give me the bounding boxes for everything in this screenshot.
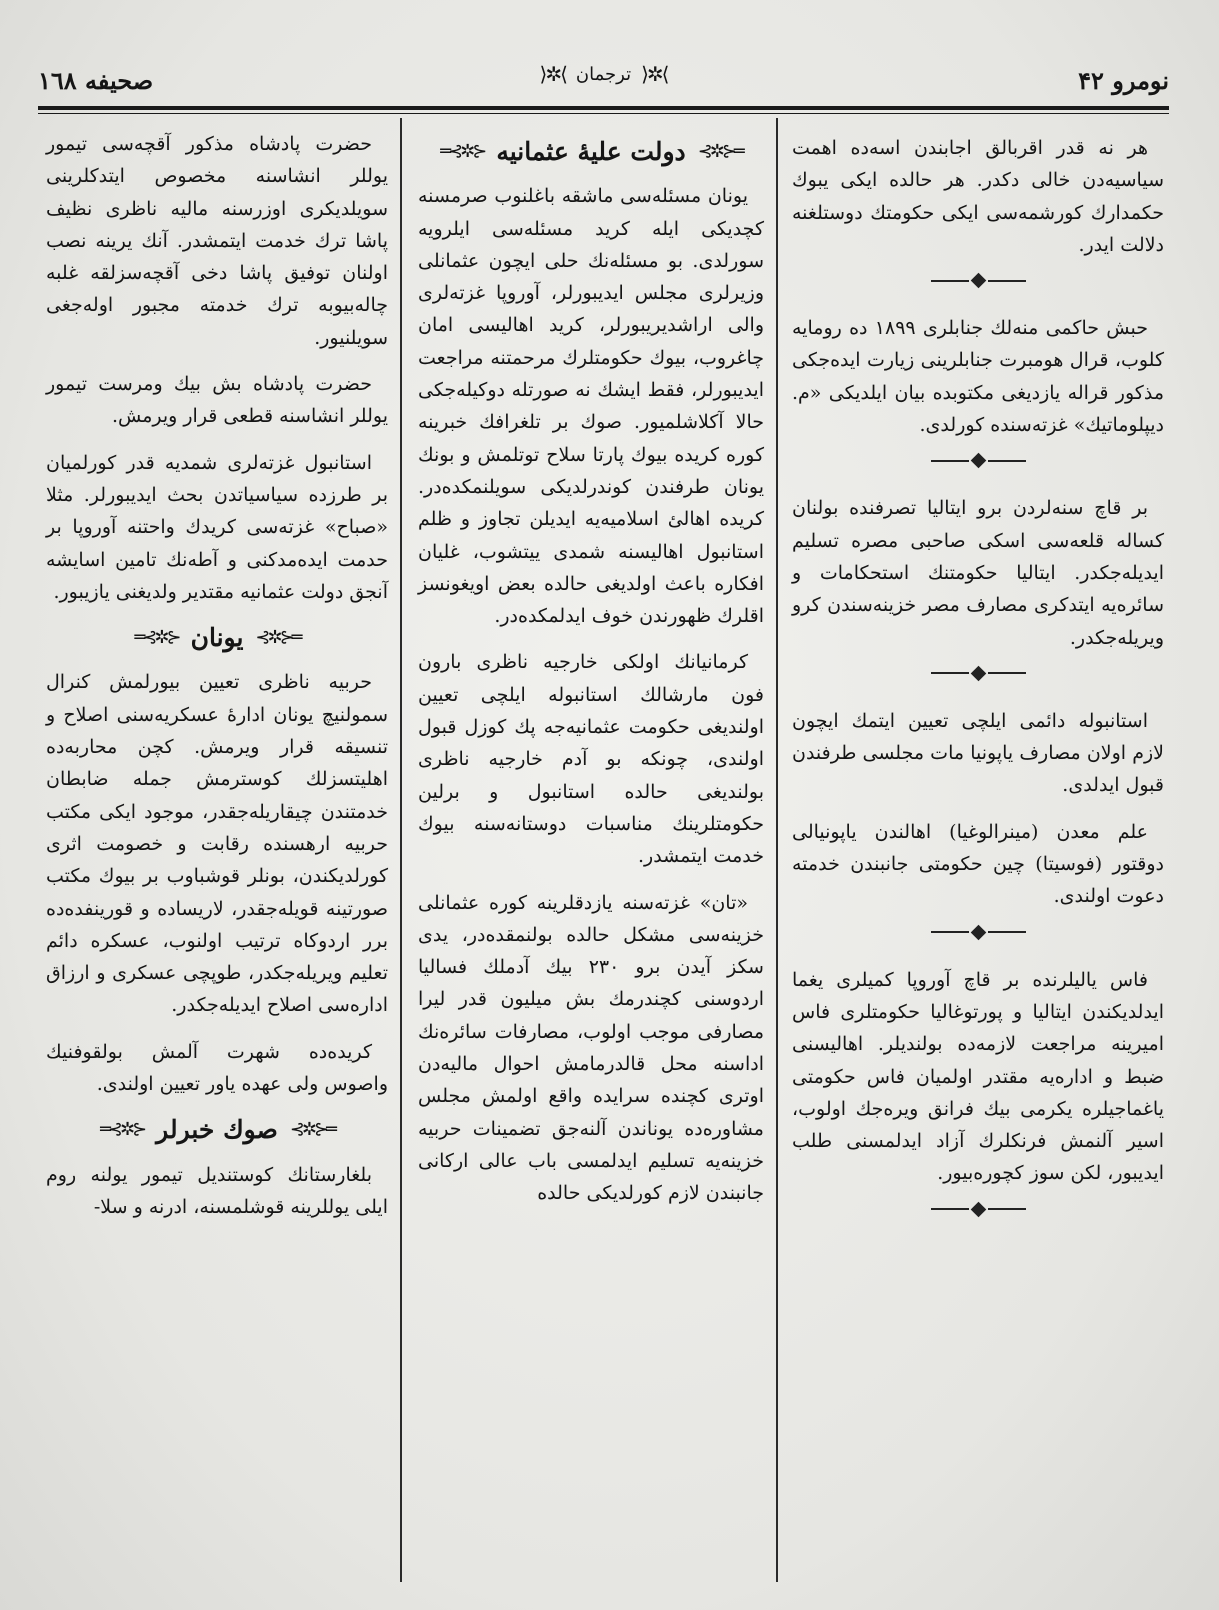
section-heading [46, 622, 388, 654]
paragraph: كرمانيانك اولكى خارجيه ناظرى بارون فون مارشالك استانبوله ايلچى تعيين اولنديغى حكومت عثمانيه‌جه پك كوزل قبول اولندى، چونكه بو آدم خارجيه ناظرى بولنديغى حالده استانبول و برلين حكومتلرينك مناسبات دوستانه‌سنه بيوك خدمت ايتمشدر. [418, 651, 764, 868]
section-title: صوك خبرلر [156, 1115, 278, 1145]
column-right [786, 124, 1172, 1582]
column-middle [410, 124, 772, 1582]
paragraph: بلغارستانك كوستنديل تيمور يولنه روم ايلى يوللرينه قوشلمسنه، ادرنه و سلا- [46, 1163, 388, 1218]
diamond-icon [970, 924, 986, 940]
diamond-icon [970, 453, 986, 469]
ornament-icon: ═⊰✲⊱ [289, 1119, 334, 1141]
paragraph: فاس ياليلرنده بر قاچ آوروپا كميلرى يغما ايدلديكندن ايتاليا و پورتوغاليا حكومتلرى فاس اميرينه مراجعت لازمه‌ده بولنديلر. اهاليسنى ضبط و اداره‌يه مقتدر اولميان فاس حكومتى ياغماجيلره يكرمى بيك فرانق ويره‌جك اولوب، اسير آلنمش فرنكلرك آزاد ايدلمسنى طلب ايديبور، لكن سوز كچوره‌بيور. [792, 968, 1164, 1185]
section-divider [792, 1204, 1164, 1215]
section-divider [792, 668, 1164, 679]
header-rule-thin [38, 113, 1169, 114]
section-title: دولت عليهٔ عثمانيه [496, 137, 686, 166]
page-number: صحيفه ۱٦۸ [38, 66, 154, 95]
paragraph: كريده‌ده شهرت آلمش بولقوفنيك واصوس ولى عهده ياور تعيين اولندى. [46, 1040, 388, 1096]
column-divider [400, 118, 402, 1582]
paragraph: علم معدن (مينرالوغيا) اهالندن ياپونيالى دوقتور (فوسيتا) چين حكومتى جانبندن خدمته دعوت اولندى. [792, 820, 1164, 908]
issue-number: نومرو ۴۲ [1078, 66, 1169, 95]
diamond-icon [970, 273, 986, 289]
ornament-icon: ═⊰✲⊱ [697, 141, 742, 162]
paragraph: حبش حاكمى منه‌لك جنابلرى ۱۸۹۹ ده رومايه كلوب، قرال هومبرت جنابلرينى زيارت ايده‌جكى مذكور قراله يازديغى مكتوبده بيان ايلديكى «م. ديپلوماتيك» غزته‌سنده كورلدى. [792, 317, 1164, 437]
header-rule [38, 106, 1169, 110]
section-divider [792, 275, 1164, 286]
ornament-icon: ⊰✲⊱═ [440, 141, 485, 162]
ornament-icon: ⟩✲⟨ [539, 62, 566, 86]
paragraph: حضرت پادشاه بش بيك ومرست تيمور يوللر انشاسنه قطعى قرار ويرمش. [46, 373, 388, 428]
paragraph: استانبول غزته‌لرى شمديه قدر كورلميان بر طرزده سياسياتدن بحث ايديبورلر. مثلا «صباح» غزته‌سى كريدك واحتنه آوروپا بر حدمت ايده‌مدكنى و آطه‌نك تامين اسايشه آنجق دولت عثمانيه مقتدير ولديغنى يازيبور. [46, 451, 388, 603]
ornament-icon: ⊰✲⊱═ [134, 627, 179, 649]
paragraph: بر قاچ سنه‌لردن برو ايتاليا تصرفنده بولنان كساله قلعه‌سى اسكى صاحبى مصره تسليم ايديله‌جكدر. ايتاليا حكومتنك استحكامات و سائره‌يه ايتدكرى مصارف مصر خزينه‌سندن كرو ويريله‌جكدر. [792, 497, 1164, 649]
section-title: يونان [190, 623, 244, 653]
ornament-icon: ⟩✲⟨ [641, 62, 668, 86]
ornament-icon: ═⊰✲⊱ [255, 627, 300, 649]
paragraph: هر نه قدر اقربالق اجابندن اسه‌ده اهمت سياسيه‌دن خالى دكدر. هر حالده ايكى يبوك حكمدارك كورشمه‌سى ايكى حكومتك دوستلغنه دلالت ايدر. [792, 137, 1164, 256]
masthead [540, 62, 668, 86]
section-heading [418, 136, 764, 168]
paragraph: حربيه ناظرى تعيين بيورلمش كنرال سمولنيچ يونان ادارهٔ عسكريه‌سنى اصلاح و تنسيقه قرار ويرمش. كچن محاربه‌ده اهليتسزلك كوسترمش جمله ضابطان خدمتندن چيقاريله‌جقدر، موجود ايكى مكتب حربيه ارهسنده رقابت و خصومت اثرى كورلديكندن، بونلر قوشباوب بر بيوك مكتب صورتينه قويله‌جقدر، لاريساده و قورينفده‌ده برر اردوكاه ترتيب اولنوب، عسكره دائم تعليم ويريله‌جكدر، طوپچى عسكرى و ارزاق اداره‌سى اصلاح ايديله‌جكدر. [46, 671, 388, 1017]
paragraph: يونان مسئله‌سى ماشقه باغلنوب صرمسنه كچديكى ايله كريد مسئله‌سى ايلرويه سورلدى. بو مسئله‌نك حلى ايچون عثمانلى وزيرلرى مجلس ايديبورلر، آوروپا غزته‌لرى والى اراشديريبورلر، كريد اهاليسى امان چاغروب، بيوك حكومتلرك مرحمتنه مراجعت ايديبورلر، فقط ايشك نه صورتله دوكيله‌جكى حالا آكلاشلميور. صوك بر تلغرافك خبرينه كوره كريده بيوك پارتا سلاح توتلمش و بونك يونان طرفندن كوندرلديكى سويلنمكده‌در. كريده اهالئ اسلاميه‌يه ايديلن تجاوز و ظلم استانبول اهاليسنه شمدى ييتشوب، غليان افكاره باعث اولديغى حالده بعض اويغونسز اقلرك ظهورندن خوف ايدلمكده‌در. [418, 185, 764, 628]
paragraph: «تان» غزته‌سنه يازدقلرينه كوره عثمانلى خزينه‌سى مشكل حالده بولنمقده‌در، يدى سكز آيدن برو ۲۳۰ بيك آدملك فساليا اردوسنى كچندرمك بش ميليون قدر ليرا مصارفى موجب اولوب، مصارفات سائره‌نك اداسنه محل قالدرمامش احوال ماليه‌دن اوترى كچنده سرايده واقع اولمش مجلس مشاوره‌ده يوناندن آلنه‌جق تضمينات حربيه خزينه‌يه تسليم ايدلمسى باب عالى اركانى جانبندن لازم كورلديكى حالده [418, 891, 764, 1205]
column-left [40, 124, 396, 1582]
paragraph: استانبوله دائمى ايلچى تعيين ايتمك ايچون لازم اولان مصارف ياپونيا مات مجلسى طرفندن قبول ايدلدى. [792, 709, 1164, 797]
paragraph: حضرت پادشاه مذكور آقچه‌سى تيمور يوللر انشاسنه مخصوص ايتدكلرينى سويلديكرى اوزرسنه ماليه ناظرى نظيف پاشا ترك خدمت ايتمشدر. آنك يرينه نصب اولنان توفيق پاشا دخى آقچه‌سزلقه غلبه چاله‌بيوبه ترك خدمته مجبور اوله‌جغى سويلنيور. [46, 133, 388, 349]
column-divider [776, 118, 778, 1582]
masthead-title: ترجمان [575, 63, 632, 85]
section-heading [46, 1114, 388, 1146]
page-header [38, 62, 1169, 110]
diamond-icon [970, 666, 986, 682]
ornament-icon: ⊰✲⊱═ [100, 1119, 145, 1141]
section-divider [792, 927, 1164, 938]
diamond-icon [970, 1201, 986, 1217]
section-divider [792, 455, 1164, 466]
